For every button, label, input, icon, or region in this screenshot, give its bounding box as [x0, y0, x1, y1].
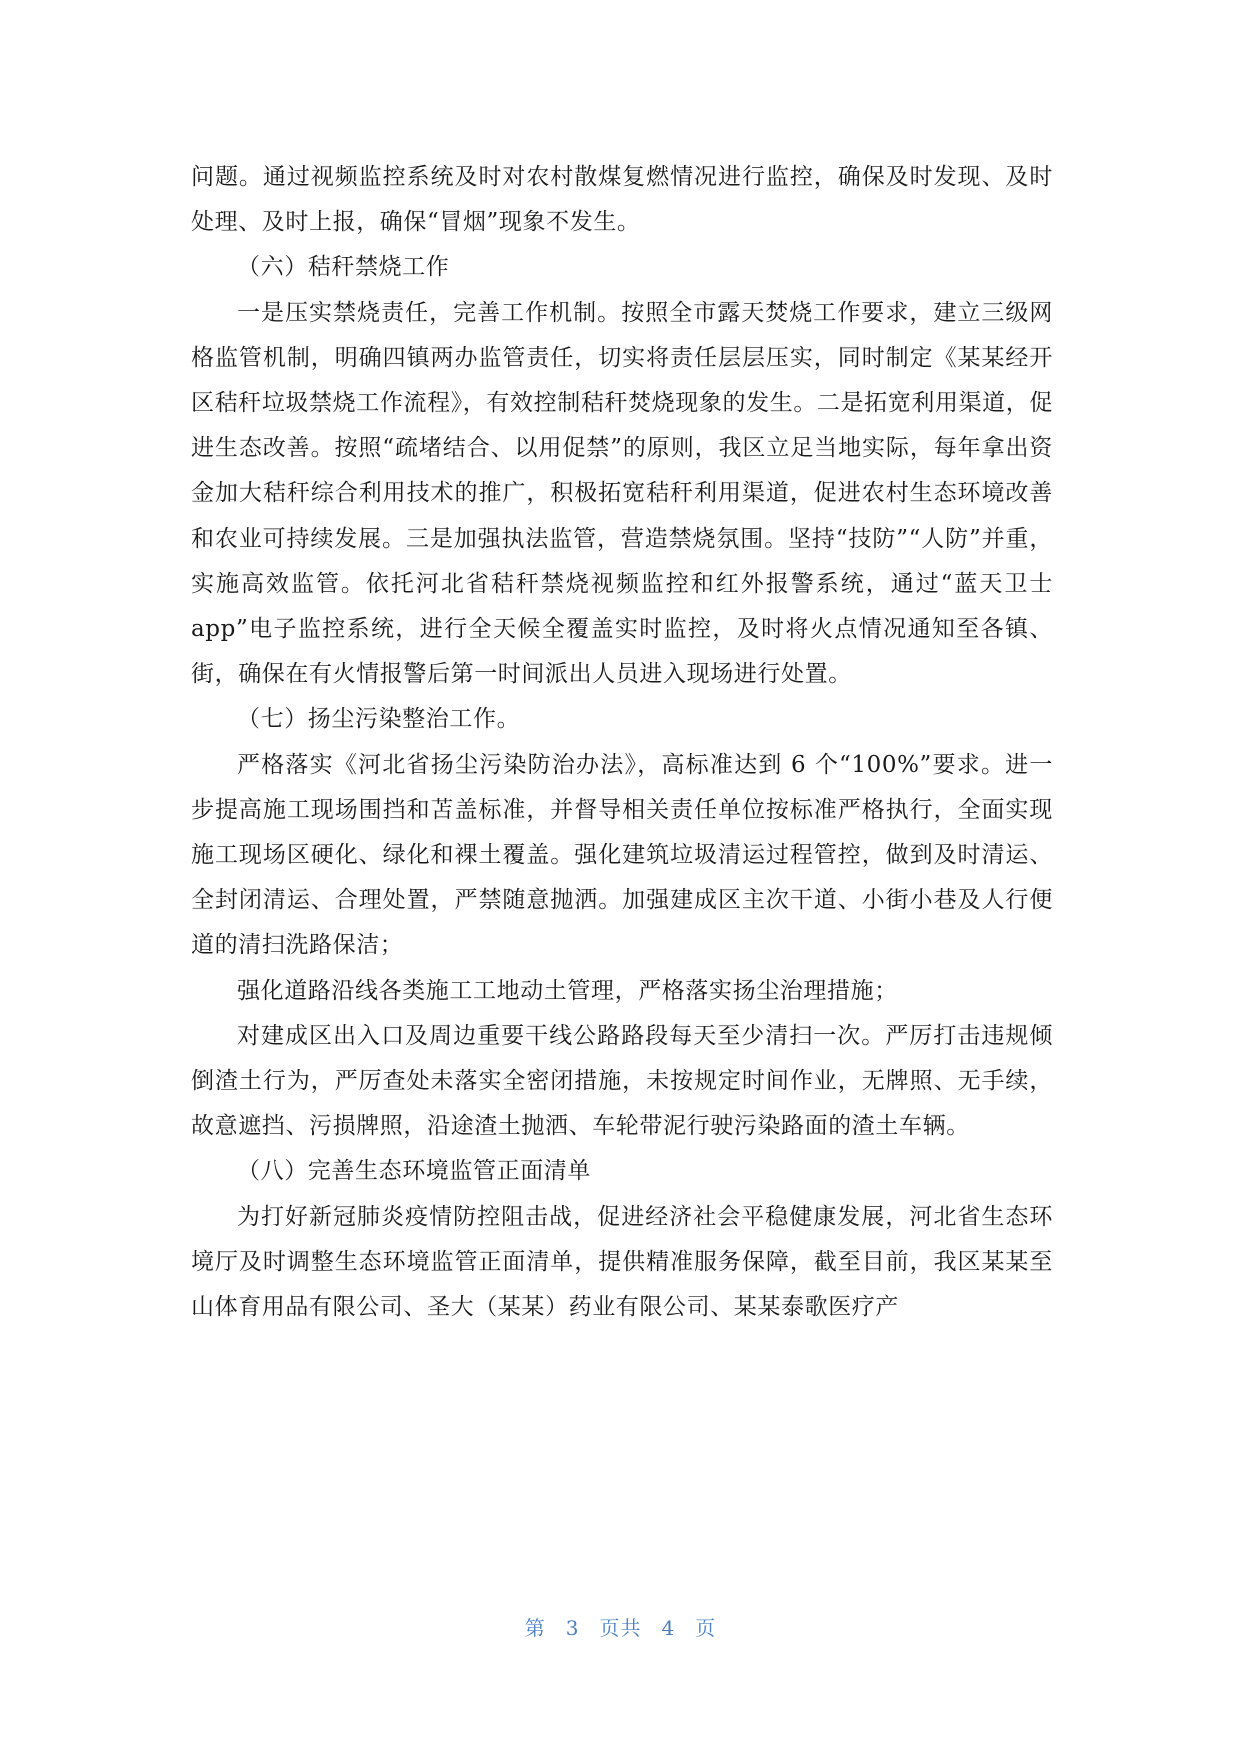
- footer-label: 页: [695, 1616, 717, 1640]
- section-heading-6: （六）秸秆禁烧工作: [237, 254, 450, 281]
- paragraph: 为打好新冠肺炎疫情防控阻击战，促进经济社会平稳健康发展，河北省生态环境厅及时调整生态环境监管正面清单，提供精准服务保障，截至目前，我区某某至山体育用品有限公司、圣大（某某）药业有限公司、某某泰歌医疗产: [191, 1203, 1053, 1321]
- paragraph: 一是压实禁烧责任，完善工作机制。按照全市露天焚烧工作要求，建立三级网格监管机制，明确四镇两办监管责任，切实将责任层层压实，同时制定《某某经开区秸秆垃圾禁烧工作流程》，有效控制秸秆焚烧现象的发生。二是拓宽利用渠道，促进生态改善。按照“疏堵结合、以用促禁”的原则，我区立足当地实际，每年拿出资金加大秸秆综合利用技术的推广，积极拓宽秸秆利用渠道，促进农村生态环境改善和农业可持续发展。三是加强执法监管，营造禁烧氛围。坚持“技防”“人防”并重，实施高效监管。依托河北省秸秆禁烧视频监控和红外报警系统，通过“蓝天卫士 app”电子监控系统，进行全天候全覆盖实时监控，及时将火点情况通知至各镇、街，确保在有火情报警后第一时间派出人员进入现场进行处置。: [191, 299, 1053, 688]
- paragraph: 严格落实《河北省扬尘污染防治办法》，高标准达到 6 个“100%”要求。进一步提高施工现场围挡和苫盖标准，并督导相关责任单位按标准严格执行，全面实现施工现场区硬化、绿化和裸土覆盖。强化建筑垃圾清运过程管控，做到及时清运、全封闭清运、合理处置，严禁随意抛洒。加强建成区主次干道、小街小巷及人行便道的清扫洗路保洁；: [191, 751, 1053, 959]
- document-body: [191, 155, 1053, 1330]
- section-heading-7: （七）扬尘污染整治工作。: [237, 706, 521, 733]
- total-page-number: 4: [661, 1616, 676, 1640]
- footer-label: 第: [524, 1616, 546, 1640]
- section-heading-8: （八）完善生态环境监管正面清单: [237, 1158, 591, 1185]
- page-footer: [0, 1612, 1241, 1641]
- paragraph: 对建成区出入口及周边重要干线公路路段每天至少清扫一次。严厉打击违规倾倒渣土行为，严厉查处未落实全密闭措施，未按规定时间作业，无牌照、无手续，故意遮挡、污损牌照，沿途渣土抛洒、车轮带泥行驶污染路面的渣土车辆。: [191, 1022, 1053, 1140]
- paragraph: 强化道路沿线各类施工工地动土管理，严格落实扬尘治理措施；: [237, 977, 898, 1004]
- footer-label: 页共: [599, 1616, 642, 1640]
- current-page-number: 3: [565, 1616, 580, 1640]
- paragraph-continuation: 问题。通过视频监控系统及时对农村散煤复燃情况进行监控，确保及时发现、及时处理、及时上报，确保“冒烟”现象不发生。: [191, 164, 1053, 236]
